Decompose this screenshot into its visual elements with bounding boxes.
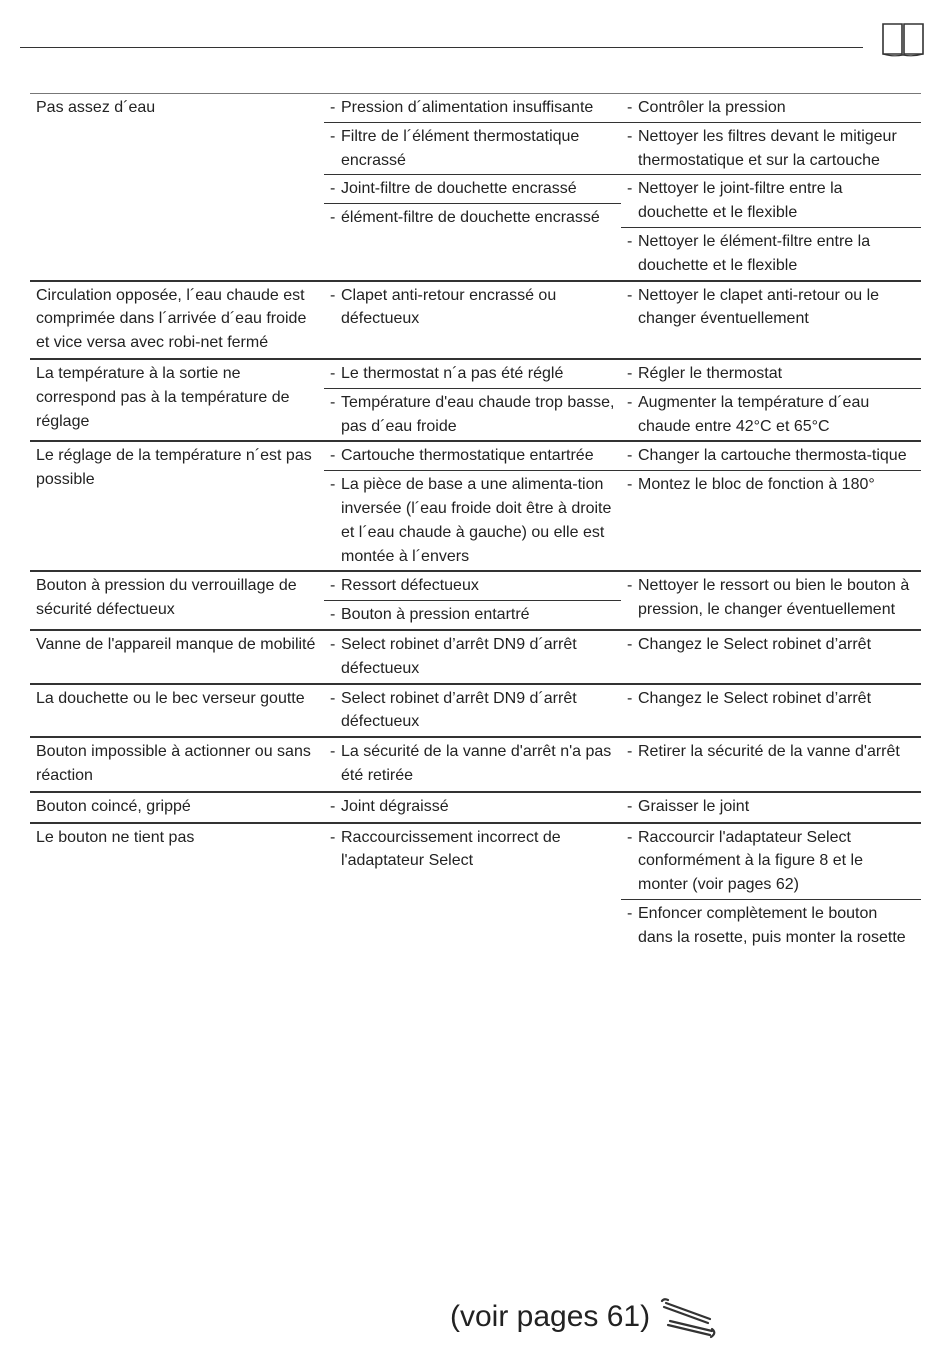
cause-item (324, 471, 621, 570)
cause-text: Pression d´alimentation insuffisante (341, 99, 594, 116)
bullet-dash: - (627, 635, 633, 653)
bullet-dash: - (627, 286, 633, 304)
problem-cell: Le réglage de la température n´est pas possible (36, 447, 312, 489)
bullet-dash: - (627, 447, 633, 465)
remedy-cell (621, 631, 921, 683)
cause-remedy-group-list (324, 793, 921, 822)
remedy-item (621, 227, 921, 280)
cause-item (324, 203, 621, 232)
cause-text: Select robinet d’arrêt DN9 d´arrêt défectueux (341, 689, 577, 731)
remedy-item (621, 738, 921, 766)
remedy-cell (621, 572, 921, 629)
cause-text: Le thermostat n´a pas été réglé (341, 364, 564, 382)
remedy-cell (621, 738, 921, 790)
cause-cell (324, 631, 621, 683)
wrench-icon (660, 1297, 718, 1339)
table-row (30, 93, 921, 280)
cause-remedy-group-list (324, 94, 921, 280)
remedy-item (621, 360, 921, 388)
troubleshooting-table (30, 93, 921, 952)
problem-cell: Circulation opposée, l´eau chaude est comprimée dans l´arrivée d´eau froide et vice versa avec robi-net fermé (36, 286, 307, 352)
cause-remedy-group (324, 685, 921, 737)
cause-text: Température d'eau chaude trop basse, pas d´eau froide (341, 393, 615, 435)
remedy-text: Régler le thermostat (638, 364, 783, 382)
bullet-dash: - (330, 577, 336, 595)
bullet-dash: - (627, 577, 633, 595)
cause-remedy-group-list (324, 738, 921, 791)
remedy-cell (621, 442, 921, 470)
cause-text: Joint-filtre de douchette encrassé (341, 180, 577, 198)
bullet-dash: - (330, 393, 336, 411)
bullet-dash: - (330, 606, 336, 624)
remedy-text: Nettoyer les filtres devant le mitigeur thermostatique et sur la cartouche (638, 127, 897, 169)
cause-cell (324, 442, 621, 470)
book-icon (881, 21, 925, 57)
remedy-item (621, 123, 921, 175)
cause-text: Raccourcissement incorrect de l'adaptateur Select (341, 828, 561, 870)
cause-remedy-group (324, 282, 921, 334)
remedy-text: Nettoyer le joint-filtre entre la douchette et le flexible (638, 180, 843, 222)
problem-cell: Pas assez d´eau (36, 99, 156, 116)
table-row (30, 822, 921, 952)
bullet-dash: - (330, 127, 336, 145)
cause-text: Clapet anti-retour encrassé ou défectueux (341, 286, 557, 328)
remedy-cell (621, 824, 921, 952)
cause-remedy-group-list (324, 442, 921, 570)
remedy-cell (621, 685, 921, 737)
cause-item (324, 631, 621, 683)
cause-cell (324, 471, 621, 570)
bullet-dash: - (627, 180, 633, 198)
remedy-text: Changez le Select robinet d’arrêt (638, 689, 872, 707)
page-reference: (voir pages 61) (450, 1300, 651, 1333)
cause-text: élément-filtre de douchette encrassé (341, 209, 600, 227)
cause-remedy-group (324, 738, 921, 790)
table-row (30, 570, 921, 629)
cause-text: Filtre de l´élément thermostatique encrassé (341, 127, 580, 169)
cause-item (324, 175, 621, 203)
bullet-dash: - (330, 209, 336, 227)
cause-item (324, 793, 621, 821)
table-row (30, 683, 921, 737)
remedy-text: Nettoyer le ressort ou bien le bouton à pression, le changer éventuellement (638, 577, 910, 619)
cause-item (324, 600, 621, 629)
problem-cell: Bouton à pression du verrouillage de sécurité défectueux (36, 577, 297, 619)
cause-remedy-group-list (324, 631, 921, 683)
bullet-dash: - (627, 99, 633, 116)
problem-cell: Vanne de l'appareil manque de mobilité (36, 635, 316, 653)
remedy-item (621, 442, 921, 470)
cause-cell (324, 175, 621, 279)
cause-item (324, 685, 621, 737)
remedy-cell (621, 175, 921, 279)
cause-remedy-group-list (324, 360, 921, 440)
cause-item (324, 442, 621, 470)
cause-text: Ressort défectueux (341, 577, 479, 595)
problem-cell: Le bouton ne tient pas (36, 828, 195, 846)
bullet-dash: - (330, 635, 336, 653)
cause-text: Cartouche thermostatique entartrée (341, 447, 594, 465)
cause-item (324, 360, 621, 388)
bullet-dash: - (330, 180, 336, 198)
table-row (30, 358, 921, 440)
bullet-dash: - (330, 99, 336, 116)
bullet-dash: - (627, 127, 633, 145)
remedy-item (621, 282, 921, 334)
cause-cell (324, 793, 621, 821)
remedy-item (621, 793, 921, 821)
cause-item (324, 572, 621, 600)
bullet-dash: - (330, 689, 336, 707)
cause-remedy-group (324, 442, 921, 470)
remedy-cell (621, 94, 921, 122)
cause-text: La sécurité de la vanne d'arrêt n'a pas été retirée (341, 743, 612, 784)
problem-cell: Bouton impossible à actionner ou sans réaction (36, 743, 311, 784)
bullet-dash: - (627, 689, 633, 707)
remedy-text: Changez le Select robinet d’arrêt (638, 635, 872, 653)
bullet-dash: - (627, 904, 633, 922)
remedy-item (621, 824, 921, 899)
bullet-dash: - (627, 364, 633, 382)
remedy-item (621, 471, 921, 499)
bullet-dash: - (627, 476, 633, 494)
bullet-dash: - (330, 828, 336, 846)
bullet-dash: - (330, 447, 336, 465)
header-rule (20, 47, 863, 48)
remedy-item (621, 94, 921, 122)
remedy-text: Enfoncer complètement le bouton dans la rosette, puis monter la rosette (638, 904, 906, 946)
problem-cell: La température à la sortie ne correspond pas à la température de réglage (36, 364, 290, 430)
bullet-dash: - (330, 364, 336, 382)
cause-remedy-group (324, 470, 921, 570)
remedy-text: Augmenter la température d´eau chaude entre 42°C et 65°C (638, 393, 870, 435)
cause-cell (324, 685, 621, 737)
remedy-text: Retirer la sécurité de la vanne d'arrêt (638, 743, 900, 761)
remedy-cell (621, 360, 921, 388)
bullet-dash: - (627, 393, 633, 411)
cause-cell (324, 738, 621, 790)
cause-item (324, 282, 621, 334)
remedy-item (621, 631, 921, 659)
remedy-text: Montez le bloc de fonction à 180° (638, 476, 875, 494)
remedy-text: Contrôler la pression (638, 99, 786, 116)
remedy-text: Changer la cartouche thermosta-tique (638, 447, 907, 465)
table-row (30, 736, 921, 791)
cause-remedy-group (324, 572, 921, 629)
bullet-dash: - (330, 797, 336, 815)
cause-remedy-group (324, 360, 921, 388)
table-row (30, 629, 921, 683)
bullet-dash: - (627, 828, 633, 846)
remedy-item (621, 572, 921, 624)
cause-remedy-group (324, 388, 921, 441)
remedy-cell (621, 793, 921, 821)
table-row (30, 280, 921, 358)
table-row (30, 791, 921, 822)
cause-cell (324, 94, 621, 122)
problem-cell: La douchette ou le bec verseur goutte (36, 689, 305, 707)
bullet-dash: - (330, 286, 336, 304)
cause-cell (324, 389, 621, 441)
cause-remedy-group-list (324, 282, 921, 358)
table-row (30, 440, 921, 570)
cause-remedy-group (324, 174, 921, 279)
remedy-text: Graisser le joint (638, 797, 750, 815)
bullet-dash: - (330, 476, 336, 494)
cause-item (324, 123, 621, 175)
cause-item (324, 389, 621, 441)
cause-text: La pièce de base a une alimenta-tion inversée (l´eau froide doit être à droite et l´eau chaude à gauche) ou elle est montée à l´envers (341, 476, 612, 565)
remedy-item (621, 389, 921, 441)
cause-remedy-group (324, 122, 921, 175)
cause-text: Joint dégraissé (341, 797, 449, 815)
bullet-dash: - (627, 232, 633, 250)
remedy-cell (621, 471, 921, 570)
remedy-cell (621, 123, 921, 175)
problem-cell: Bouton coincé, grippé (36, 797, 191, 815)
cause-remedy-group-list (324, 824, 921, 952)
cause-remedy-group-list (324, 685, 921, 737)
cause-remedy-group-list (324, 572, 921, 629)
remedy-cell (621, 389, 921, 441)
bullet-dash: - (627, 797, 633, 815)
remedy-item (621, 175, 921, 227)
cause-remedy-group (324, 824, 921, 952)
cause-remedy-group (324, 631, 921, 683)
remedy-item (621, 899, 921, 952)
bullet-dash: - (330, 743, 336, 761)
cause-cell (324, 123, 621, 175)
cause-item (324, 94, 621, 122)
cause-text: Bouton à pression entartré (341, 606, 530, 624)
cause-cell (324, 572, 621, 629)
cause-cell (324, 824, 621, 952)
cause-cell (324, 282, 621, 334)
bullet-dash: - (627, 743, 633, 761)
remedy-text: Nettoyer le clapet anti-retour ou le changer éventuellement (638, 286, 880, 328)
remedy-text: Nettoyer le élément-filtre entre la douchette et le flexible (638, 232, 871, 274)
cause-text: Select robinet d’arrêt DN9 d´arrêt défectueux (341, 635, 577, 677)
cause-item (324, 738, 621, 790)
remedy-text: Raccourcir l'adaptateur Select conformément à la figure 8 et le monter (voir pages 62) (638, 828, 864, 894)
cause-remedy-group (324, 793, 921, 821)
cause-remedy-group (324, 94, 921, 122)
cause-cell (324, 360, 621, 388)
remedy-item (621, 685, 921, 713)
cause-item (324, 824, 621, 876)
remedy-cell (621, 282, 921, 334)
